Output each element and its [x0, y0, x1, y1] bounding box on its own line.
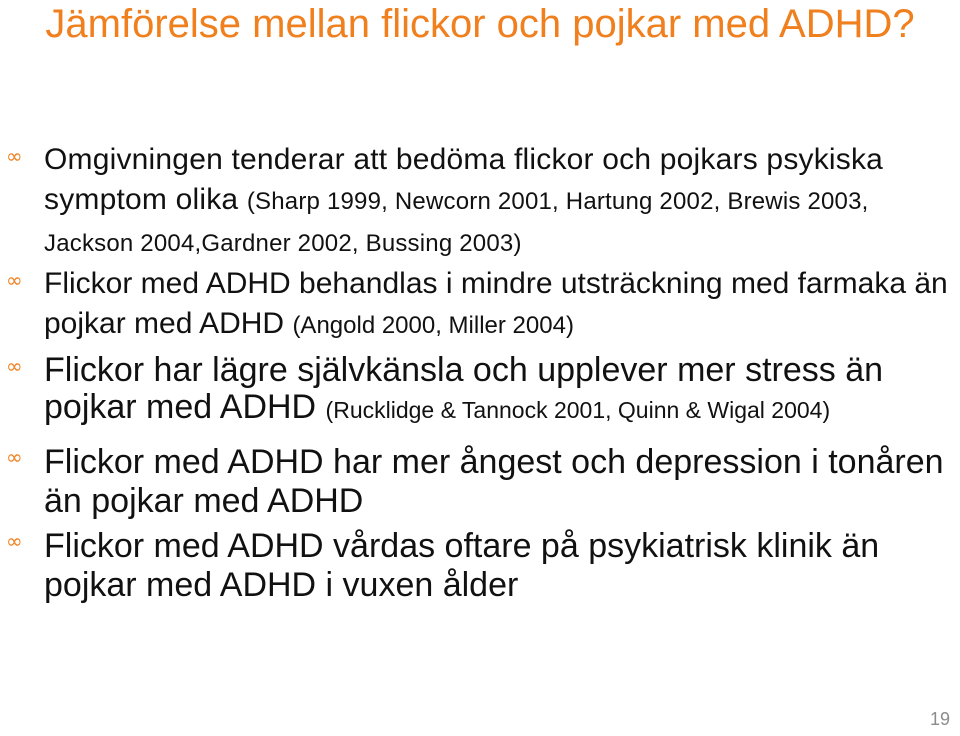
bullet-item [0, 140, 960, 264]
bullet-citation: (Sharp 1999, Newcorn 2001, Hartung 2002, Brewis 2003, Jackson 2004,Gardner 2002, Bussing 2003) [44, 188, 869, 257]
bullet-list [0, 140, 960, 605]
bullet-item [0, 352, 960, 429]
slide-title: Jämförelse mellan flickor och pojkar med ADHD? [45, 2, 915, 46]
infinity-bullet-icon: ∞ [6, 144, 23, 168]
bullet-text: Omgivningen tenderar att bedöma flickor och pojkars psykiska symptom olika [44, 143, 884, 216]
bullet-citation: (Angold 2000, Miller 2004) [292, 312, 574, 339]
bullet-item [0, 443, 960, 521]
bullet-item [0, 527, 960, 605]
infinity-bullet-icon: ∞ [6, 268, 23, 292]
bullet-text: Flickor med ADHD har mer ångest och depression i tonåren än pojkar med ADHD [44, 443, 944, 520]
bullet-text: Flickor med ADHD vårdas oftare på psykiatrisk klinik än pojkar med ADHD i vuxen ålder [44, 527, 880, 604]
page-number: 19 [929, 709, 950, 729]
infinity-bullet-icon: ∞ [6, 354, 23, 378]
infinity-bullet-icon: ∞ [6, 529, 23, 553]
bullet-item [0, 264, 960, 346]
infinity-bullet-icon: ∞ [6, 445, 23, 469]
bullet-text: Flickor med ADHD behandlas i mindre utsträckning med farmaka än pojkar med ADHD [44, 267, 948, 340]
bullet-text: Flickor har lägre självkänsla och upplever mer stress än pojkar med ADHD [44, 351, 884, 426]
bullet-citation: (Rucklidge & Tannock 2001, Quinn & Wigal 2004) [325, 397, 831, 423]
